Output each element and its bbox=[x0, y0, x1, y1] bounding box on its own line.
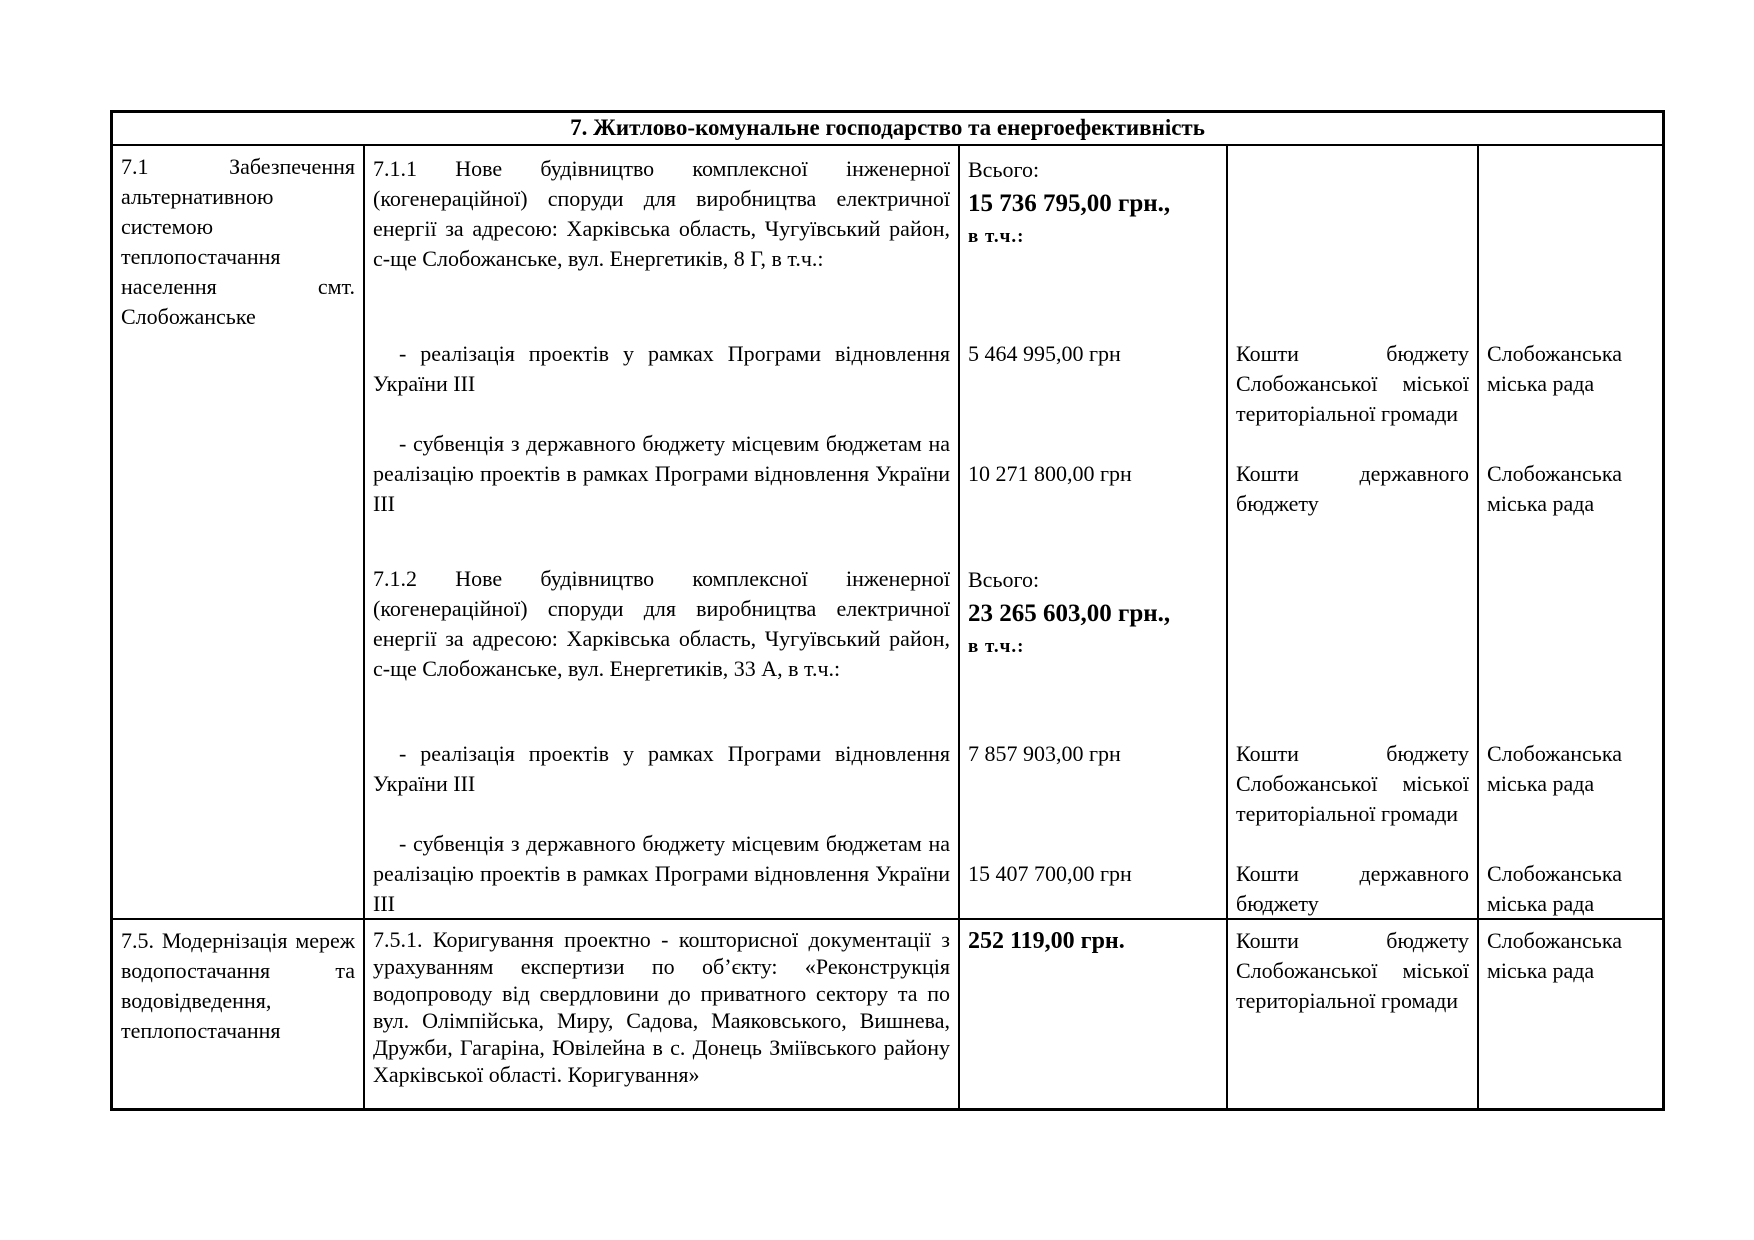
funding-state-budget-1: Кошти державного бюджету bbox=[1236, 461, 1469, 516]
executor-cell-7-5 bbox=[1477, 920, 1662, 1108]
total-value-7-1-1: 15 736 795,00 грн., bbox=[968, 190, 1171, 217]
objective-cell-7-5 bbox=[113, 920, 363, 1108]
executor-entry-7-5: Слобожанська міська рада bbox=[1487, 928, 1622, 983]
funding-local-budget-7-5: Кошти бюджету Слобожанської міської територіальної громади bbox=[1236, 928, 1469, 1013]
total-value-7-1-2: 23 265 603,00 грн., bbox=[968, 600, 1171, 627]
executor-entry-3: Слобожанська міська рада bbox=[1487, 741, 1622, 796]
subitem-subvention-1: - субвенція з державного бюджету місцевим бюджетам на реалізацію проектів в рамках Програми відновлення України ІІІ bbox=[373, 431, 950, 516]
amounts-cell-7-1 bbox=[958, 146, 1226, 918]
total-label-7-1-1: Всього: bbox=[968, 157, 1040, 182]
amount-realization-2: 7 857 903,00 грн bbox=[968, 741, 1121, 766]
objective-text-7-5: 7.5. Модернізація мереж водопостачання та водовідведення, теплопостачання bbox=[121, 928, 355, 1043]
executor-entry-4: Слобожанська міська рада bbox=[1487, 861, 1622, 916]
project-7-1-1-description: 7.1.1 Нове будівництво комплексної інженерної (когенераційної) споруди для виробництва електричної енергії за адресою: Харківська область, Чугуївський район, с-ще Слобожанське, вул. Енергетиків, 8 Г, в т.ч.: bbox=[373, 156, 950, 271]
program-measures-table bbox=[110, 110, 1665, 1111]
subitem-realization-1: - реалізація проектів у рамках Програми відновлення України ІІІ bbox=[373, 341, 950, 396]
executor-entry-2: Слобожанська міська рада bbox=[1487, 461, 1622, 516]
amounts-cell-7-5 bbox=[958, 920, 1226, 1108]
funding-cell-7-1 bbox=[1226, 146, 1477, 918]
section-title: 7. Житлово-комунальне господарство та енергоефективність bbox=[570, 115, 1205, 140]
project-7-5-1-description: 7.5.1. Коригування проектно - кошторисної документації з урахуванням експертизи по об’єкту: «Реконструкція водопроводу від свердловини до приватного сектору та по вул. Олімпійська, Миру, Садова, Маяковського, Вишнева, Дружби, Гагаріна, Ювілейна в с. Донець Зміївського району Харківської області. Коригування» bbox=[373, 927, 950, 1087]
funding-cell-7-5 bbox=[1226, 920, 1477, 1108]
subitem-realization-2: - реалізація проектів у рамках Програми відновлення України ІІІ bbox=[373, 741, 950, 796]
amount-realization-1: 5 464 995,00 грн bbox=[968, 341, 1121, 366]
funding-local-budget-1: Кошти бюджету Слобожанської міської територіальної громади bbox=[1236, 341, 1469, 426]
total-block-7-1-1 bbox=[968, 154, 1218, 252]
executor-entry-1: Слобожанська міська рада bbox=[1487, 341, 1622, 396]
executor-cell-7-1 bbox=[1477, 146, 1662, 918]
projects-cell-7-1 bbox=[363, 146, 958, 918]
amount-subvention-1: 10 271 800,00 грн bbox=[968, 461, 1132, 486]
funding-local-budget-2: Кошти бюджету Слобожанської міської територіальної громади bbox=[1236, 741, 1469, 826]
table-row-7-1 bbox=[113, 146, 1662, 918]
projects-cell-7-5 bbox=[363, 920, 958, 1108]
section-header-row bbox=[113, 113, 1662, 146]
table-row-7-5 bbox=[113, 918, 1662, 1108]
total-label-7-1-2: Всього: bbox=[968, 567, 1040, 592]
total-block-7-1-2 bbox=[968, 564, 1218, 662]
objective-text-7-1: 7.1 Забезпечення альтернативною системою теплопостачання населення смт. Слобожанське bbox=[121, 154, 355, 329]
funding-state-budget-2: Кошти державного бюджету bbox=[1236, 861, 1469, 916]
total-suffix-7-1-2: в т.ч.: bbox=[968, 636, 1025, 657]
objective-cell-7-1 bbox=[113, 146, 363, 918]
project-7-1-2-description: 7.1.2 Нове будівництво комплексної інженерної (когенераційної) споруди для виробництва електричної енергії за адресою: Харківська область, Чугуївський район, с-ще Слобожанське, вул. Енергетиків, 33 А, в т.ч.: bbox=[373, 566, 950, 681]
amount-subvention-2: 15 407 700,00 грн bbox=[968, 861, 1132, 886]
subitem-subvention-2: - субвенція з державного бюджету місцевим бюджетам на реалізацію проектів в рамках Програми відновлення України ІІІ bbox=[373, 831, 950, 916]
total-suffix-7-1-1: в т.ч.: bbox=[968, 226, 1025, 247]
amount-7-5-1: 252 119,00 грн. bbox=[968, 928, 1125, 954]
